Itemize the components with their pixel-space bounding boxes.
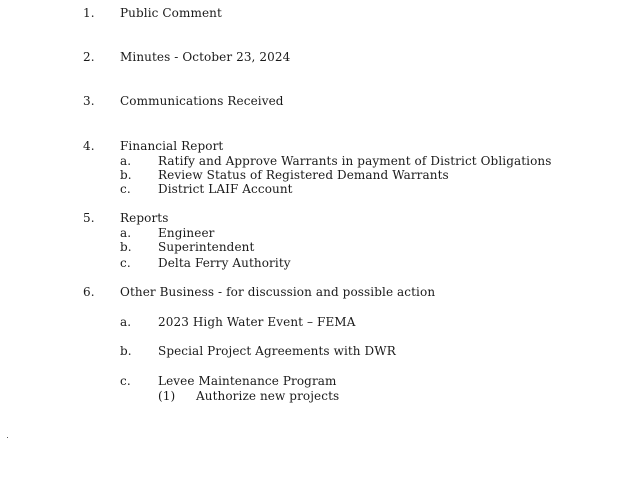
sub-subitem-authorize-projects: Authorize new projects [196, 389, 340, 403]
subitem-letter: b. [120, 168, 132, 182]
margin-dot [7, 437, 8, 438]
subitem-letter: b. [120, 240, 132, 254]
subitem-special-project: Special Project Agreements with DWR [158, 344, 396, 358]
item-number: 2. [83, 50, 95, 64]
item-title-financial-report: Financial Report [120, 139, 224, 153]
item-number: 3. [83, 94, 95, 108]
item-title-other-business: Other Business - for discussion and possible action [120, 285, 436, 299]
subitem-high-water-event: 2023 High Water Event – FEMA [158, 315, 356, 329]
item-title-reports: Reports [120, 211, 169, 225]
subitem-superintendent: Superintendent [158, 240, 255, 254]
subitem-letter: a. [120, 154, 132, 168]
item-title-minutes: Minutes - October 23, 2024 [120, 50, 291, 64]
subitem-levee-maintenance: Levee Maintenance Program [158, 374, 337, 388]
subitem-letter: a. [120, 226, 132, 240]
subitem-letter: a. [120, 315, 132, 329]
subitem-ratify-warrants: Ratify and Approve Warrants in payment of District Obligations [158, 154, 552, 168]
subitem-letter: c. [120, 182, 131, 196]
subitem-review-warrants: Review Status of Registered Demand Warrants [158, 168, 449, 182]
subitem-laif-account: District LAIF Account [158, 182, 293, 196]
subitem-letter: c. [120, 374, 131, 388]
item-title-communications: Communications Received [120, 94, 284, 108]
subitem-delta-ferry: Delta Ferry Authority [158, 256, 291, 270]
subitem-engineer: Engineer [158, 226, 215, 240]
subitem-letter: c. [120, 256, 131, 270]
item-number: 5. [83, 211, 95, 225]
item-title-public-comment: Public Comment [120, 6, 222, 20]
item-number: 4. [83, 139, 95, 153]
sub-subitem-label: (1) [158, 389, 176, 403]
item-number: 1. [83, 6, 95, 20]
item-number: 6. [83, 285, 95, 299]
subitem-letter: b. [120, 344, 132, 358]
